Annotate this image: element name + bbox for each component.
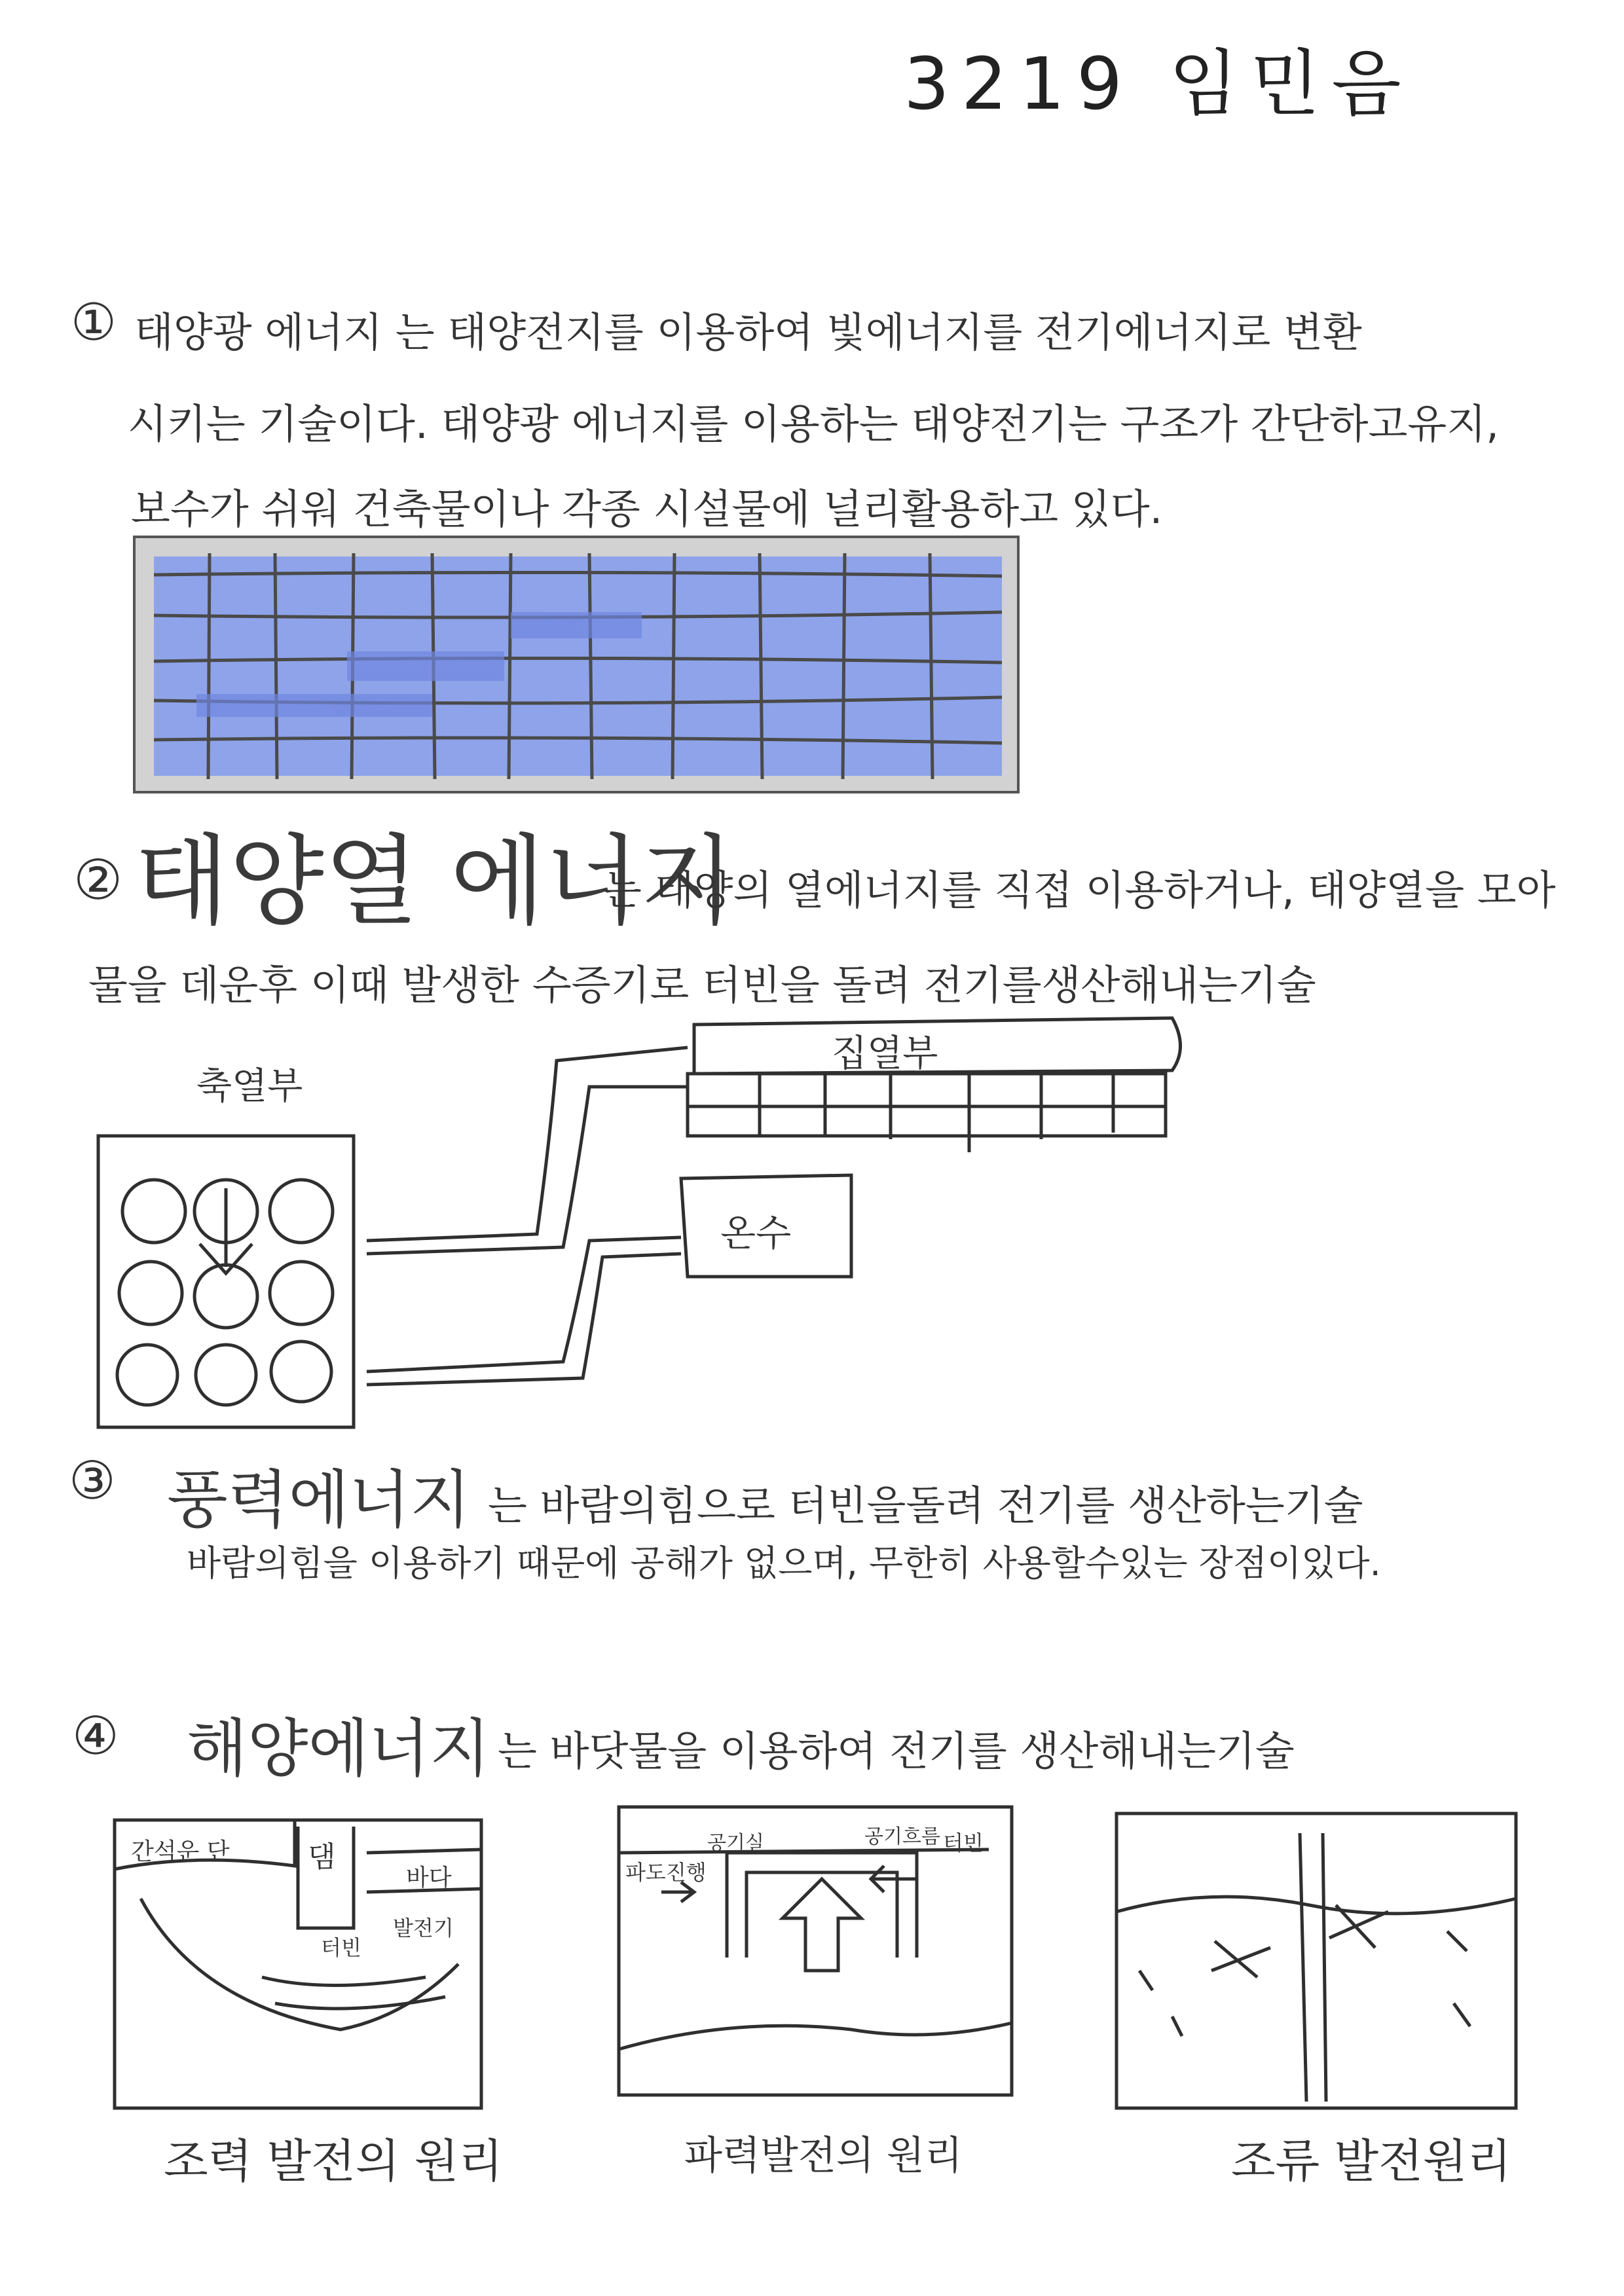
student-name: 3219 임민음: [904, 42, 1413, 126]
section-3-line-1: 는 바람의힘으로 터빈을돌려 전기를 생산하는기술: [488, 1482, 1363, 1529]
wave-label-direction: 파도진행: [625, 1860, 707, 1885]
tidal-label-turbine: 터빈: [321, 1935, 361, 1960]
section-2-number: ②: [73, 848, 123, 912]
section-1-line-2: 시키는 기술이다. 태양광 에너지를 이용하는 태양전기는 구조가 간단하고유지,: [128, 400, 1499, 448]
label-collector: 축열부: [196, 1065, 303, 1108]
tidal-caption: 조력 발전의 원리: [164, 2134, 503, 2188]
section-3-title: 풍력에너지: [167, 1463, 471, 1537]
wave-label-turbine: 터빈: [943, 1831, 984, 1855]
wave-label-air: 공기흐름: [864, 1825, 940, 1848]
section-1-line-3: 보수가 쉬워 건축물이나 각종 시설물에 널리활용하고 있다.: [131, 485, 1163, 533]
section-4-title: 해양에너지: [187, 1712, 490, 1785]
tidal-label-sea: 바다: [406, 1865, 452, 1891]
section-3-number: ③: [69, 1450, 116, 1511]
section-1-line-1: 태양광 에너지 는 태양전지를 이용하여 빛에너지를 전기에너지로 변환: [134, 308, 1362, 356]
section-2-line-2: 물을 데운후 이때 발생한 수증기로 터빈을 돌려 전기를생산해내는기술: [88, 961, 1316, 1009]
section-4-number: ④: [72, 1705, 119, 1766]
tidal-label-land: 간석운 단: [131, 1838, 230, 1865]
current-caption: 조류 발전원리: [1231, 2134, 1511, 2188]
wave-caption: 파력발전의 원리: [684, 2133, 963, 2179]
wave-label-chamber: 공기실: [707, 1832, 764, 1855]
label-hot-water: 온수: [720, 1212, 792, 1255]
section-2-title: 태양열 에너지: [134, 825, 735, 939]
tidal-label-generator: 발전기: [393, 1916, 454, 1941]
section-3-line-2: 바람의힘을 이용하기 때문에 공해가 없으며, 무한히 사용할수있는 장점이있다.: [187, 1542, 1381, 1584]
section-4-line-1: 는 바닷물을 이용하여 전기를 생산해내는기술: [498, 1727, 1295, 1775]
tidal-label-dam: 댐: [308, 1840, 336, 1874]
section-1-number: ①: [71, 293, 117, 352]
section-2-line-1: 는 태양의 열에너지를 직접 이용하거나, 태양열을 모아: [602, 866, 1556, 914]
label-heat-collector: 집열부: [832, 1032, 938, 1075]
